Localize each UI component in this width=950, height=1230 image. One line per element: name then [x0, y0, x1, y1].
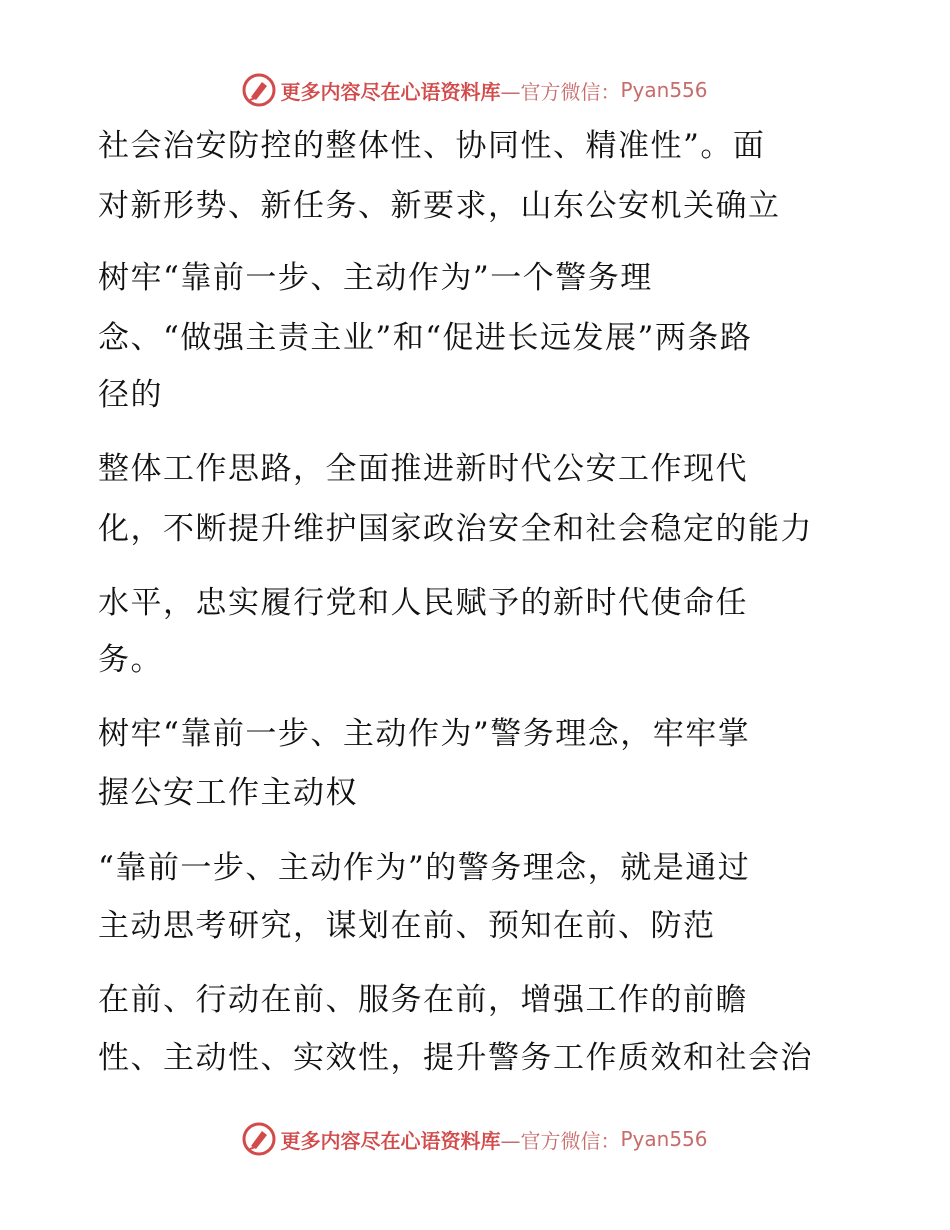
text-line: 树牢“靠前一步、主动作为”警务理念，牢牢掌	[98, 716, 751, 752]
text-line: 主动思考研究，谋划在前、预知在前、防范	[98, 908, 716, 944]
text-line: “靠前一步、主动作为”的警务理念，就是通过	[98, 850, 751, 886]
watermark-wechat-id: Pyan556	[620, 1127, 708, 1151]
text-line: 对新形势、新任务、新要求，山东公安机关确立	[98, 188, 781, 224]
text-line: 树牢“靠前一步、主动作为”一个警务理	[98, 260, 653, 296]
text-line: 性、主动性、实效性，提升警务工作质效和社会治	[98, 1040, 813, 1076]
text-line: 社会治安防控的整体性、协同性、精准性”。面	[98, 128, 766, 164]
text-line: 水平，忠实履行党和人民赋予的新时代使命任	[98, 585, 748, 621]
text-line: 务。	[98, 642, 163, 678]
watermark-official-text: —官方微信：	[500, 1128, 621, 1153]
text-line: 念、“做强主责主业”和“促进长远发展”两条路	[98, 320, 753, 356]
watermark-official-text: —官方微信：	[500, 79, 621, 104]
watermark-wechat-id: Pyan556	[620, 78, 708, 102]
footer-watermark	[0, 1119, 950, 1159]
watermark-brand-text: 更多内容尽在心语资料库	[280, 1128, 501, 1153]
watermark-brand-text: 更多内容尽在心语资料库	[280, 79, 501, 104]
text-line: 整体工作思路，全面推进新时代公安工作现代	[98, 451, 748, 487]
text-line: 握公安工作主动权	[98, 775, 358, 811]
text-line: 径的	[98, 377, 163, 413]
text-line: 在前、行动在前、服务在前，增强工作的前瞻	[98, 982, 748, 1018]
text-line: 化，不断提升维护国家政治安全和社会稳定的能力	[98, 511, 813, 547]
brand-logo-icon	[242, 1122, 276, 1156]
